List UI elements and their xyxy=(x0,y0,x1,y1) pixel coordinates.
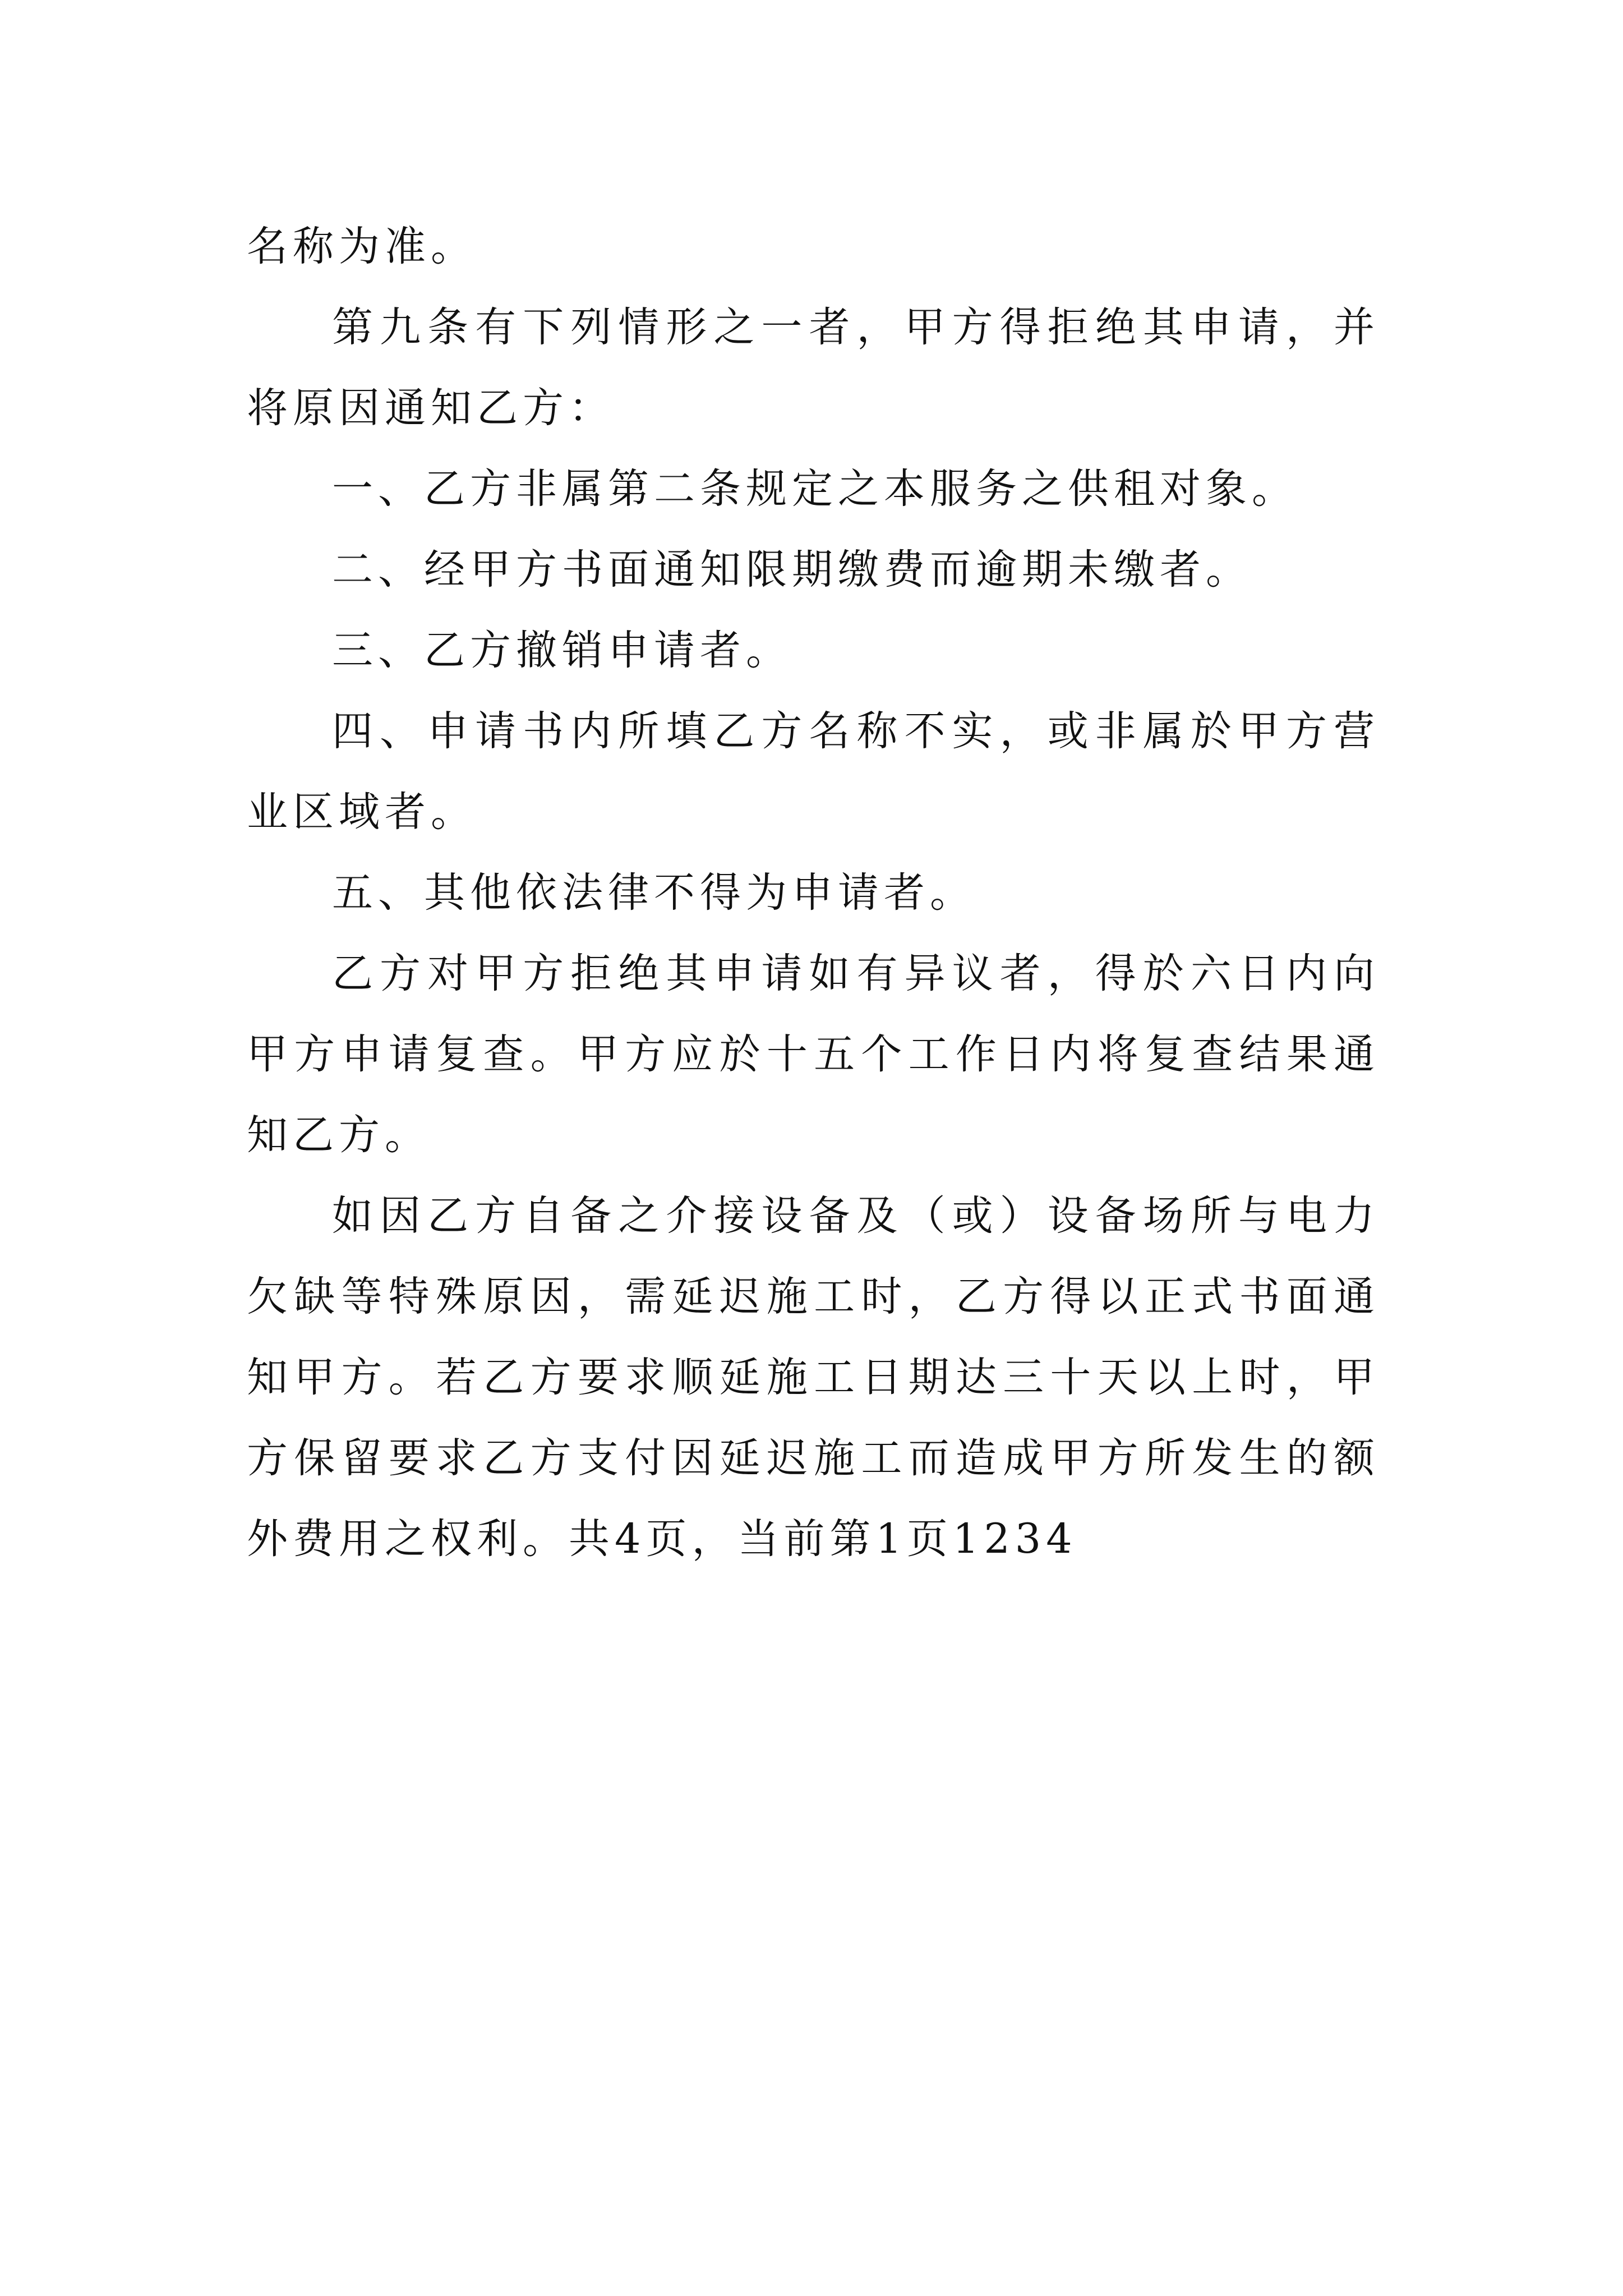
paragraph-8: 乙方对甲方拒绝其申请如有异议者，得於六日内向甲方申请复查。甲方应於十五个工作日内将复查结果通知乙方。 xyxy=(247,950,1380,1159)
paragraph-9: 如因乙方自备之介接设备及（或）设备场所与电力欠缺等特殊原因，需延迟施工时，乙方得以正式书面通知甲方。若乙方要求顺延施工日期达三十天以上时，甲方保留要求乙方支付因延迟施工而造成甲方所发生的额外费用之权利。共4页，当前第1页1234 xyxy=(247,1192,1380,1563)
paragraph-5: 三、乙方撤销申请者。 xyxy=(332,627,792,674)
document-body xyxy=(247,206,1380,1580)
paragraph-6: 四、申请书内所填乙方名称不实，或非属於甲方营业区域者。 xyxy=(247,707,1380,836)
paragraph-4: 二、经甲方书面通知限期缴费而逾期未缴者。 xyxy=(332,546,1252,593)
paragraph-1: 名称为准。 xyxy=(247,223,477,270)
paragraph-3: 一、乙方非属第二条规定之本服务之供租对象。 xyxy=(332,465,1298,513)
paragraph-2: 第九条有下列情形之一者，甲方得拒绝其申请，并将原因通知乙方： xyxy=(247,303,1380,432)
paragraph-7: 五、其他依法律不得为申请者。 xyxy=(332,869,976,917)
